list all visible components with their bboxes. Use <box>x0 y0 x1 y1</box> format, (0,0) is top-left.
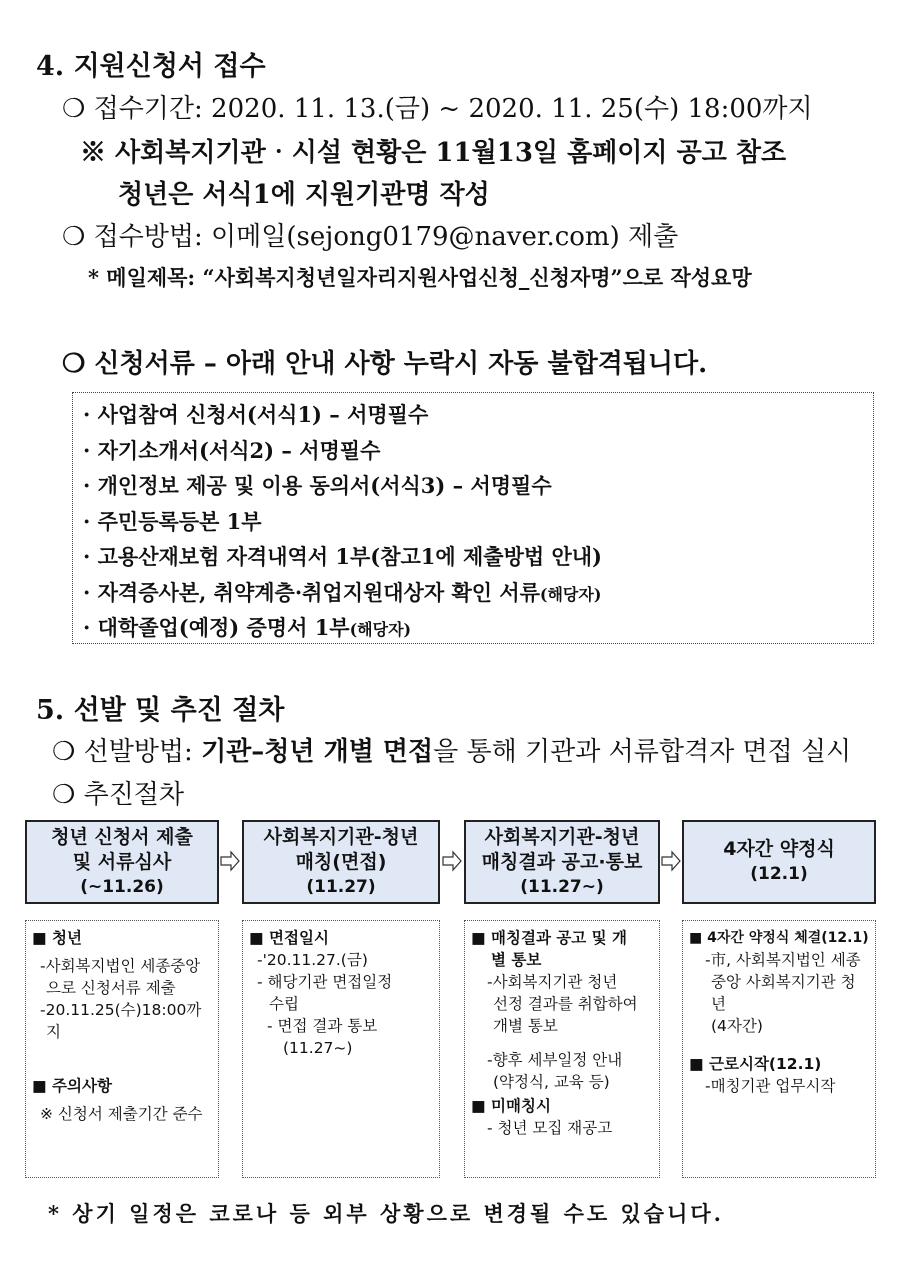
docs-heading: ❍ 신청서류 – 아래 안내 사항 누락시 자동 불합격됩니다. <box>62 349 708 379</box>
detail-box-agreement: ■ 4자간 약정식 체결(12.1) -市, 사회복지법인 세종 중앙 사회복지기관 청년 (4자간) ■ 근로시작(12.1) -매칭기관 업무시작 <box>682 920 876 1178</box>
reception-method: ❍ 접수방법: 이메일(sejong0179@naver.com) 제출 <box>62 222 679 252</box>
notice-youth-form: 청년은 서식1에 지원기관명 작성 <box>118 180 490 210</box>
mail-subject-note: * 메일제목: “사회복지청년일자리지원사업신청_신청자명”으로 작성요망 <box>88 265 752 290</box>
process-label: ❍ 추진절차 <box>52 780 185 810</box>
footer-notice: * 상기 일정은 코로나 등 외부 상황으로 변경될 수도 있습니다. <box>48 1201 724 1226</box>
arrow-right-icon <box>220 850 240 872</box>
doc-item: · 자격증사본, 취약계층·취업지원대상자 확인 서류(해당자) <box>83 579 602 605</box>
doc-item: · 고용산재보험 자격내역서 1부(참고1에 제출방법 안내) <box>83 544 602 569</box>
doc-item: · 주민등록등본 1부 <box>83 508 262 534</box>
detail-box-youth: ■ 청년 -사회복지법인 세종중앙 으로 신청서류 제출 -20.11.25(수)18:00까 지 ■ 주의사항 ※ 신청서 제출기간 준수 <box>25 920 219 1178</box>
flow-step-application: 청년 신청서 제출 및 서류심사 (~11.26) <box>25 820 219 904</box>
doc-item: · 자기소개서(서식2) – 서명필수 <box>83 437 381 463</box>
arrow-right-icon <box>442 850 462 872</box>
selection-method-emphasis: 기관–청년 개별 면접 <box>201 737 434 767</box>
flow-step-result-notice: 사회복지기관-청년 매칭결과 공고·통보 (11.27~) <box>464 820 660 904</box>
detail-box-result: ■ 매칭결과 공고 및 개 별 통보 -사회복지기관 청년 선정 결과를 취합하여 개별 통보 -향후 세부일정 안내 (약정식, 교육 등) ■ 미매칭시 - 청년 모집 재공고 <box>464 920 660 1178</box>
notice-facility-status: ※ 사회복지기관‧시설 현황은 11월13일 홈페이지 공고 참조 <box>80 138 787 168</box>
detail-box-interview: ■ 면접일시 -'20.11.27.(금) - 해당기관 면접일정 수립 - 면접 결과 통보 (11.27~) <box>242 920 440 1178</box>
doc-item: · 개인정보 제공 및 이용 동의서(서식3) – 서명필수 <box>83 473 552 498</box>
doc-item: · 대학졸업(예정) 증명서 1부(해당자) <box>83 615 412 640</box>
flow-step-agreement: 4자간 약정식 (12.1) <box>682 820 876 904</box>
flow-step-matching: 사회복지기관-청년 매칭(면접) (11.27) <box>242 820 440 904</box>
required-documents-box <box>72 392 874 644</box>
arrow-right-icon <box>661 850 681 872</box>
selection-method: ❍ 선발방법: 기관–청년 개별 면접을 통해 기관과 서류합격자 면접 실시 <box>52 737 852 767</box>
section-5-title: 5. 선발 및 추진 절차 <box>36 695 285 726</box>
reception-period: ❍ 접수기간: 2020. 11. 13.(금) ~ 2020. 11. 25(수) 18:00까지 <box>62 94 813 124</box>
section-4-title: 4. 지원신청서 접수 <box>36 51 266 82</box>
doc-item: · 사업참여 신청서(서식1) – 서명필수 <box>83 402 429 427</box>
